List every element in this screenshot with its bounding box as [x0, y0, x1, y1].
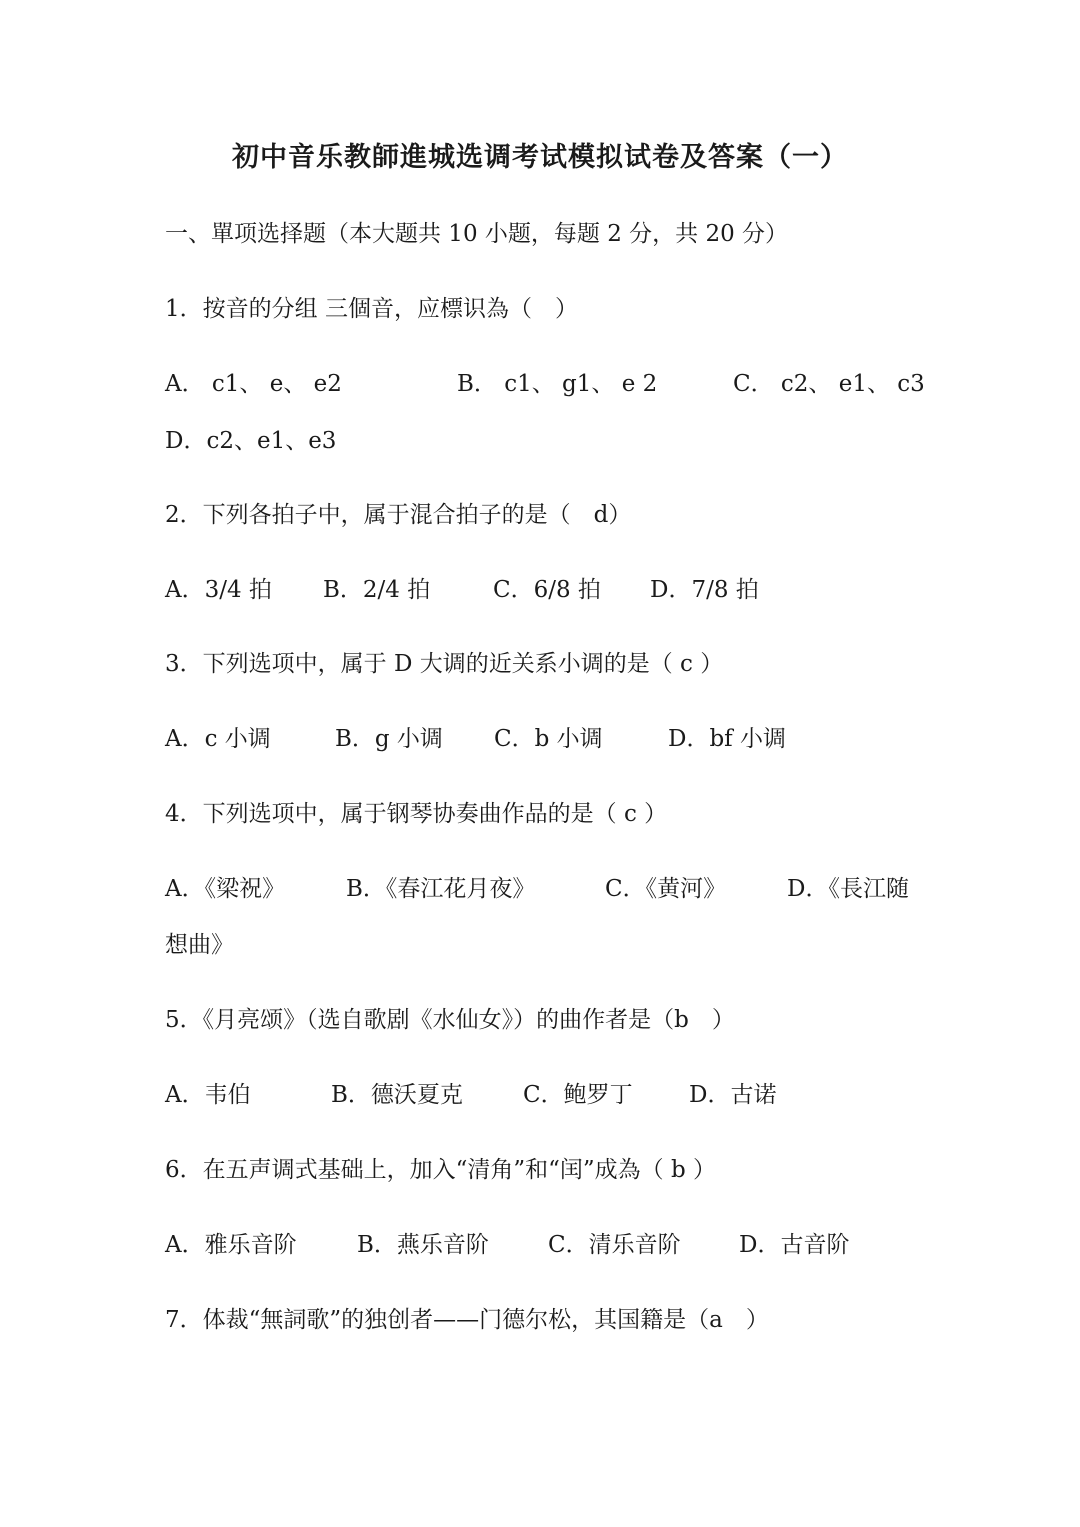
question-1-stem: 1．按音的分组 三個音，应標识為（ ）: [165, 296, 578, 322]
question-4-option-d-continued: 想曲》: [165, 932, 234, 958]
question-1-option-b: B． c1、 g1、 e 2: [457, 371, 658, 397]
question-2-option-b: B．2/4 拍: [323, 577, 431, 603]
question-3-option-b: B．g 小调: [335, 726, 443, 752]
section-heading: 一、單项选择题（本大题共 10 小题，每题 2 分，共 20 分）: [165, 221, 789, 247]
question-2-option-d: D．7/8 拍: [650, 577, 759, 603]
question-6-option-c: C．清乐音阶: [548, 1232, 681, 1258]
question-3-stem: 3．下列选项中，属于 D 大调的近关系小调的是（ c ）: [165, 651, 724, 677]
question-1-option-a: A． c1、 e、 e2: [165, 371, 342, 397]
question-7-stem: 7．体裁“無詞歌”的独创者——门德尔松，其国籍是（a ）: [165, 1307, 769, 1333]
question-1-option-d: D．c2、e1、e3: [165, 428, 337, 454]
question-4-stem: 4．下列选项中，属于钢琴协奏曲作品的是（ c ）: [165, 801, 668, 827]
question-5-option-a: A．韦伯: [165, 1082, 251, 1108]
question-5-stem: 5．《月亮颂》（选自歌剧《水仙女》）的曲作者是（b ）: [165, 1007, 735, 1033]
question-6-stem: 6．在五声调式基础上，加入“清角”和“闰”成為（ b ）: [165, 1157, 717, 1183]
question-4-option-b: B．《春江花月夜》: [346, 876, 536, 902]
question-5-option-d: D．古诺: [689, 1082, 777, 1108]
question-4-option-a: A．《梁祝》: [165, 876, 286, 902]
question-3-option-a: A．c 小调: [165, 726, 271, 752]
question-2-option-a: A．3/4 拍: [165, 577, 272, 603]
question-2-stem: 2．下列各拍子中，属于混合拍子的是（ d）: [165, 502, 632, 528]
question-6-option-b: B．燕乐音阶: [357, 1232, 489, 1258]
document-title: 初中音乐教師進城选调考试模拟试卷及答案（一）: [232, 142, 848, 173]
question-6-option-d: D．古音阶: [739, 1232, 850, 1258]
question-6-option-a: A．雅乐音阶: [165, 1232, 297, 1258]
question-3-option-d: D．bf 小调: [668, 726, 786, 752]
question-4-option-c: C．《黄河》: [605, 876, 727, 902]
question-5-option-b: B．德沃夏克: [331, 1082, 463, 1108]
question-3-option-c: C．b 小调: [494, 726, 603, 752]
question-4-option-d: D．《長江随: [787, 876, 909, 902]
question-5-option-c: C．鲍罗丁: [523, 1082, 633, 1108]
question-2-option-c: C．6/8 拍: [493, 577, 601, 603]
question-1-option-c: C． c2、 e1、 c3: [733, 371, 925, 397]
